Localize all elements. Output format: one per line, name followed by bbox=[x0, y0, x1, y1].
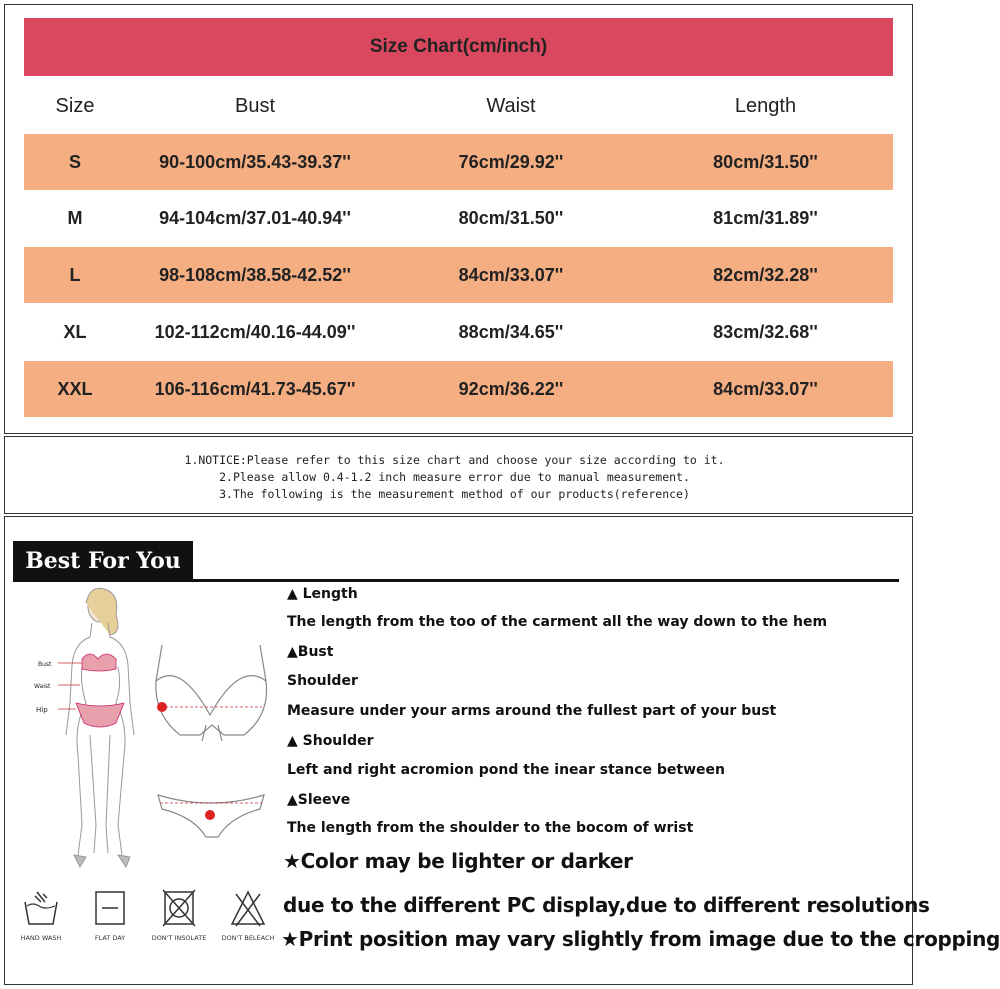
size-chart-title: Size Chart(cm/inch) bbox=[24, 18, 893, 76]
header-waist: Waist bbox=[486, 94, 536, 117]
cell-waist: 88cm/34.65'' bbox=[458, 321, 564, 342]
hip-label: Hip bbox=[36, 706, 48, 714]
body-measurement-illustration bbox=[30, 585, 280, 885]
cell-waist: 76cm/29.92'' bbox=[458, 151, 564, 172]
notice-list bbox=[0, 452, 909, 503]
do-not-bleach-icon bbox=[228, 888, 268, 928]
bust-heading: ▲Bust bbox=[287, 644, 334, 660]
cell-size: XL bbox=[63, 321, 87, 342]
hand-wash-icon bbox=[21, 888, 61, 928]
notice-item: 1.NOTICE:Please refer to this size chart and choose your size according to it. bbox=[184, 453, 725, 467]
care-hand-wash bbox=[8, 888, 74, 942]
header-size: Size bbox=[55, 94, 95, 117]
care-label: DON'T BELEACH bbox=[221, 934, 275, 942]
cell-length: 83cm/32.68'' bbox=[713, 321, 818, 342]
cell-length: 82cm/32.28'' bbox=[713, 264, 818, 285]
sleeve-heading: ▲Sleeve bbox=[287, 792, 351, 808]
notice-item: 2.Please allow 0.4-1.2 inch measure error due to manual measurement. bbox=[219, 470, 690, 484]
print-disclaimer: ★Print position may vary slightly from image due to the cropping bbox=[281, 927, 1000, 951]
size-chart-header-row bbox=[24, 78, 893, 134]
length-heading: ▲ Length bbox=[287, 586, 358, 602]
cell-waist: 80cm/31.50'' bbox=[458, 207, 564, 228]
cell-length: 81cm/31.89'' bbox=[713, 207, 818, 228]
display-disclaimer: due to the different PC display,due to different resolutions bbox=[283, 893, 930, 917]
cell-size: M bbox=[67, 207, 83, 228]
bust-description: Measure under your arms around the fullest part of your bust bbox=[287, 703, 777, 719]
cell-size: L bbox=[69, 264, 81, 285]
best-for-you-banner: Best For You bbox=[13, 541, 193, 581]
length-description: The length from the too of the carment all the way down to the hem bbox=[287, 614, 828, 630]
do-not-insolate-icon bbox=[159, 888, 199, 928]
shoulder-note: Shoulder bbox=[287, 673, 358, 689]
cell-bust: 90-100cm/35.43-39.37'' bbox=[159, 151, 351, 172]
shoulder-heading: ▲ Shoulder bbox=[287, 733, 374, 749]
size-row-m bbox=[24, 190, 893, 246]
size-row-l bbox=[24, 247, 893, 303]
bust-label: Bust bbox=[38, 661, 52, 668]
cell-bust: 98-108cm/38.58-42.52'' bbox=[159, 264, 351, 285]
cell-waist: 92cm/36.22'' bbox=[458, 378, 564, 399]
care-do-not-insolate bbox=[146, 888, 212, 942]
cell-length: 80cm/31.50'' bbox=[713, 151, 818, 172]
waist-label: Waist bbox=[34, 683, 51, 690]
cell-bust: 94-104cm/37.01-40.94'' bbox=[159, 207, 351, 228]
size-row-xl bbox=[24, 304, 893, 360]
care-flat-dry bbox=[77, 888, 143, 942]
header-length: Length bbox=[734, 94, 797, 117]
cell-bust: 102-112cm/40.16-44.09'' bbox=[154, 321, 356, 342]
care-label: DON'T INSOLATE bbox=[151, 934, 207, 942]
sleeve-description: The length from the shoulder to the bocom of wrist bbox=[287, 820, 694, 836]
hip-marker-icon bbox=[205, 810, 215, 820]
cell-size: S bbox=[68, 151, 81, 172]
cell-length: 84cm/33.07'' bbox=[713, 378, 818, 399]
banner-divider bbox=[13, 579, 899, 582]
cell-size: XXL bbox=[57, 378, 93, 399]
care-label: FLAT DAY bbox=[94, 934, 126, 942]
care-label: HAND WASH bbox=[20, 934, 62, 942]
notice-item: 3.The following is the measurement method of our products(reference) bbox=[219, 487, 690, 501]
flat-dry-icon bbox=[90, 888, 130, 928]
cell-waist: 84cm/33.07'' bbox=[458, 264, 564, 285]
color-disclaimer: ★Color may be lighter or darker bbox=[283, 849, 633, 873]
header-bust: Bust bbox=[234, 94, 276, 117]
cell-bust: 106-116cm/41.73-45.67'' bbox=[154, 378, 356, 399]
bust-marker-icon bbox=[157, 702, 167, 712]
care-do-not-bleach bbox=[215, 888, 281, 942]
size-row-xxl bbox=[24, 361, 893, 417]
shoulder-description: Left and right acromion pond the inear stance between bbox=[287, 762, 725, 778]
size-row-s bbox=[24, 134, 893, 190]
